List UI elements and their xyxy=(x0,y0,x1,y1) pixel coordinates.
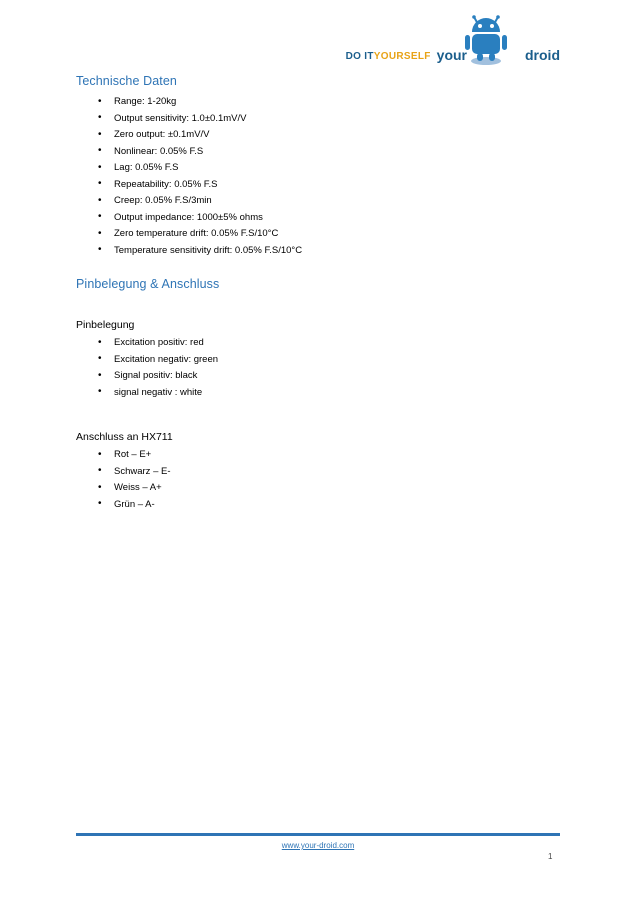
list-item: • Weiss – A+ xyxy=(76,480,560,497)
list-item: • Lag: 0.05% F.S xyxy=(76,160,560,177)
document-content xyxy=(76,74,560,513)
list-item: • Temperature sensitivity drift: 0.05% F.S/10°C xyxy=(76,243,560,260)
subheading-pinbelegung: Pinbelegung xyxy=(76,319,135,331)
footer-divider xyxy=(76,833,560,836)
subheading-anschluss-hx711: Anschluss an HX711 xyxy=(76,431,173,443)
list-item: • Signal positiv: black xyxy=(76,368,560,385)
brand-first-word: your xyxy=(436,47,467,63)
brand-lockup xyxy=(346,47,560,64)
tagline-accent: YOURSELF xyxy=(373,51,431,62)
footer-website-link[interactable]: www.your-droid.com xyxy=(281,841,355,850)
page-number: 1 xyxy=(548,852,553,861)
list-item: • Repeatability: 0.05% F.S xyxy=(76,177,560,194)
list-item: • Grün – A- xyxy=(76,497,560,514)
list-item: • Range: 1-20kg xyxy=(76,94,560,111)
brand-second-word: droid xyxy=(525,47,560,63)
list-pinbelegung xyxy=(76,335,560,401)
list-item: • Zero temperature drift: 0.05% F.S/10°C xyxy=(76,226,560,243)
list-anschluss-hx711 xyxy=(76,447,560,513)
list-item: • Output sensitivity: 1.0±0.1mV/V xyxy=(76,111,560,128)
list-item: • Excitation positiv: red xyxy=(76,335,560,352)
list-item: • signal negativ : white xyxy=(76,385,560,402)
list-item: • Output impedance: 1000±5% ohms xyxy=(76,210,560,227)
tagline-bold: DO IT xyxy=(345,51,374,62)
list-item: • Creep: 0.05% F.S/3min xyxy=(76,193,560,210)
tagline xyxy=(346,51,431,64)
list-item: • Schwarz – E- xyxy=(76,464,560,481)
section-heading-technische-daten: Technische Daten xyxy=(76,74,177,88)
list-item: • Rot – E+ xyxy=(76,447,560,464)
list-item: • Nonlinear: 0.05% F.S xyxy=(76,144,560,161)
page-header xyxy=(240,14,560,70)
list-item: • Zero output: ±0.1mV/V xyxy=(76,127,560,144)
list-item: • Excitation negativ: green xyxy=(76,352,560,369)
section-heading-pinbelegung-anschluss: Pinbelegung & Anschluss xyxy=(76,277,220,291)
list-technische-daten xyxy=(76,94,560,259)
